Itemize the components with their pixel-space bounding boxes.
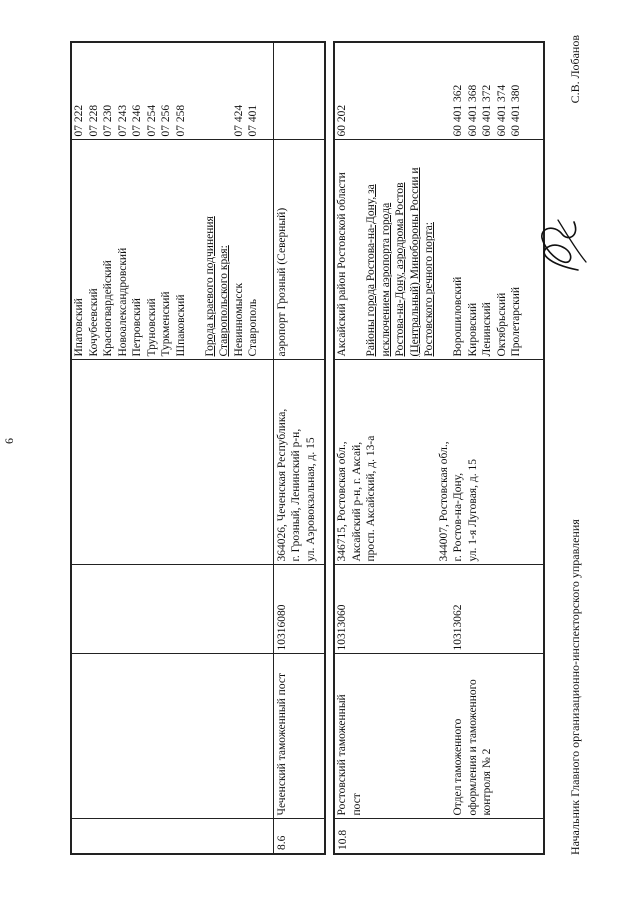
- district-name: Ипатовский: [73, 298, 85, 357]
- table-row: [71, 42, 273, 854]
- post-address-line: просп. Аксайский, д. 13-а: [365, 435, 377, 562]
- rostov-district-code: 60 401 372: [481, 84, 493, 137]
- post-code: 10313060: [336, 604, 348, 651]
- district-code: 07 258: [174, 104, 187, 137]
- district-name: Красногвардейский: [102, 260, 114, 357]
- district-name: Труновский: [145, 298, 158, 357]
- post-address-line: ул. Аэровокзальная, д. 15: [304, 437, 317, 562]
- district-name: Петровский: [131, 298, 143, 357]
- rostov-header-line: (Центральный) Минобороны России и: [408, 167, 421, 357]
- dept-address-line: ул. 1-я Луговая, д. 15: [466, 459, 479, 562]
- signer-position: Начальник Главного организационно-инспекторского управления: [568, 519, 582, 855]
- rostov-district-code: 60 401 362: [452, 84, 464, 137]
- district-name: Кочубеевский: [87, 288, 100, 357]
- signer-name: С.В. Лобанов: [568, 35, 582, 104]
- territory-codes-cell: [334, 42, 544, 140]
- district-name: Туркменский: [160, 291, 172, 357]
- city-name: Ставрополь: [247, 299, 259, 357]
- rostov-district-code: 60 401 374: [495, 84, 508, 137]
- post-address-line: Аксайский р-н, г. Аксай,: [350, 441, 363, 562]
- stavropol-districts-cell: [71, 140, 273, 360]
- district-code: 07 256: [160, 104, 172, 137]
- table-row: [334, 42, 544, 854]
- table-row: [273, 42, 325, 854]
- cities-header: Ставропольского края:: [218, 245, 230, 357]
- post-address-line: 346715, Ростовская обл.,: [336, 441, 348, 562]
- rostov-district-name: Октябрьский: [495, 292, 508, 357]
- dept-address-line: 344007, Ростовская обл.,: [437, 441, 450, 562]
- post-address-line: г. Грозный, Ленинский р-н,: [290, 428, 302, 562]
- district-name: Шпаковский: [174, 294, 187, 357]
- district-code: 07 254: [145, 104, 158, 137]
- table-rostov: [333, 41, 545, 855]
- address-cell: [334, 360, 544, 565]
- post-name: Чеченский таможенный пост: [273, 654, 325, 819]
- district-code: 07 243: [116, 104, 129, 137]
- rostov-district-name: Ворошиловский: [452, 276, 464, 357]
- city-code: 07 401: [247, 104, 259, 137]
- row-number: 8.6: [273, 819, 325, 854]
- aksay-code: 60 202: [336, 104, 348, 137]
- post-code: 10316080: [273, 565, 325, 654]
- district-name: Новоалександровский: [116, 247, 129, 357]
- post-territory: аэропорт Грозный (Северный): [273, 140, 325, 360]
- city-name: Невинномысск: [232, 282, 245, 357]
- territory-cell: [334, 140, 544, 360]
- row-number: 10.8: [334, 819, 544, 854]
- district-code: 07 222: [73, 104, 85, 137]
- rostov-header-line: Ростовского речного порта:: [423, 222, 435, 357]
- stavropol-codes-cell: [71, 42, 273, 140]
- dept-name-line: контроля № 2: [481, 748, 493, 816]
- codes-cell: [334, 565, 544, 654]
- table-stavropol-chechnya: [70, 41, 326, 855]
- rostov-header-line: Ростова-на-Дону, аэродрома Ростов: [394, 182, 406, 357]
- rostov-district-name: Ленинский: [481, 302, 493, 357]
- post-name-line: пост: [350, 793, 363, 816]
- dept-name-line: Отдел таможенного: [452, 718, 464, 816]
- post-name-line: Ростовский таможенный: [336, 694, 348, 816]
- page-number: 6: [2, 438, 16, 444]
- rostov-district-name: Кировский: [466, 302, 479, 357]
- district-code: 07 230: [102, 104, 114, 137]
- post-name-cell: [334, 654, 544, 819]
- rostov-district-code: 60 401 368: [466, 84, 479, 137]
- rostov-district-code: 60 401 380: [510, 84, 522, 137]
- dept-code: 10313062: [452, 604, 464, 651]
- dept-address-line: г. Ростов-на-Дону,: [452, 472, 464, 562]
- cities-header: Города краевого подчинения: [203, 216, 216, 357]
- district-code: 07 246: [131, 104, 143, 137]
- post-address-cell: [273, 360, 325, 565]
- rostov-header-line: Районы города Ростова-на-Дону, за: [365, 184, 377, 357]
- district-code: 07 228: [87, 104, 100, 137]
- signature-mark: [528, 212, 598, 282]
- city-code: 07 424: [232, 104, 245, 137]
- post-address-line: 364026, Чеченская Республика,: [275, 408, 288, 562]
- aksay-district: Аксайский район Ростовской области: [336, 172, 348, 357]
- rostov-district-name: Пролетарский: [510, 286, 522, 357]
- rostov-header-line: исключением аэропорта города: [379, 202, 392, 357]
- dept-name-line: оформления и таможенного: [466, 679, 479, 816]
